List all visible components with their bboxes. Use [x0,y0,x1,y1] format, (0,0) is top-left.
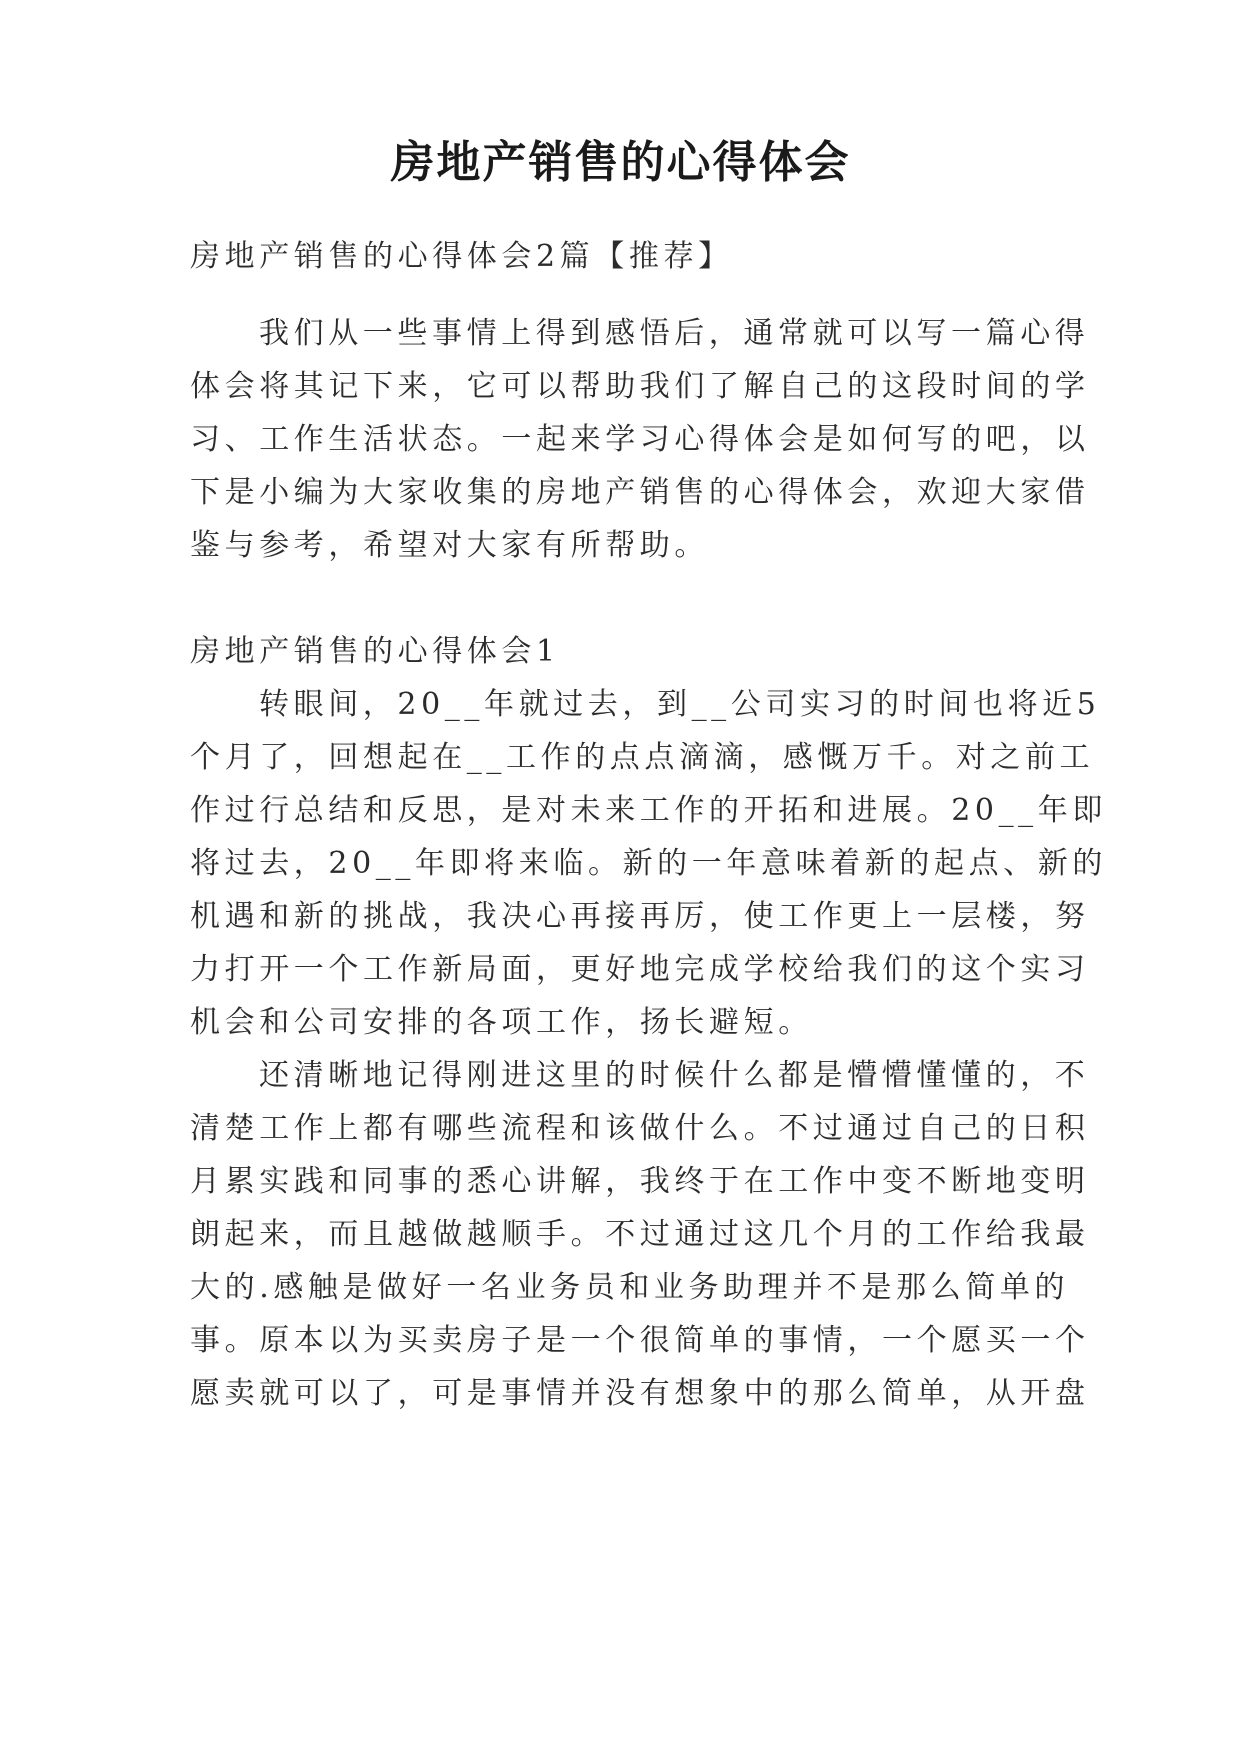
text-line: 朗起来，而且越做越顺手。不过通过这几个月的工作给我最 [190,1216,1090,1252]
text-line: 大的.感触是做好一名业务员和业务助理并不是那么简单的 [190,1269,1070,1305]
section-heading: 房地产销售的心得体会1 [190,633,560,669]
text-line: 事。原本以为买卖房子是一个很简单的事情，一个愿买一个 [190,1322,1090,1358]
text-line: 个月了，回想起在__工作的点点滴滴，感慨万千。对之前工 [190,739,1095,775]
blank-line [190,572,1055,625]
text-line: 还清晰地记得刚进这里的时候什么都是懵懵懂懂的，不 [259,1057,1090,1093]
text-line: 机会和公司安排的各项工作，扬长避短。 [190,1004,813,1040]
text-line: 愿卖就可以了，可是事情并没有想象中的那么简单，从开盘 [190,1375,1090,1411]
text-line: 体会将其记下来，它可以帮助我们了解自己的这段时间的学 [190,368,1090,404]
intro-paragraph [190,307,1090,572]
text-line: 鉴与参考，希望对大家有所帮助。 [190,527,709,563]
text-line: 力打开一个工作新局面，更好地完成学校给我们的这个实习 [190,951,1090,987]
text-line: 月累实践和同事的悉心讲解，我终于在工作中变不断地变明 [190,1163,1090,1199]
text-line: 我们从一些事情上得到感悟后，通常就可以写一篇心得 [259,315,1090,351]
body-paragraph-1 [190,678,1107,1049]
text-line: 作过行总结和反思，是对未来工作的开拓和进展。20__年即 [190,792,1107,828]
text-line: 转眼间，20__年就过去，到__公司实习的时间也将近5 [259,686,1101,722]
document-title: 房地产销售的心得体会 [390,137,851,188]
text-line: 下是小编为大家收集的房地产销售的心得体会，欢迎大家借 [190,474,1090,510]
document-body [190,230,1107,1420]
text-line: 机遇和新的挑战，我决心再接再厉，使工作更上一层楼，努 [190,898,1090,934]
text-line: 将过去，20__年即将来临。新的一年意味着新的起点、新的 [190,845,1107,881]
text-line: 习、工作生活状态。一起来学习心得体会是如何写的吧，以 [190,421,1090,457]
text-line: 清楚工作上都有哪些流程和该做什么。不过通过自己的日积 [190,1110,1090,1146]
subheading: 房地产销售的心得体会2篇【推荐】 [190,238,733,274]
body-paragraph-2 [190,1049,1090,1420]
